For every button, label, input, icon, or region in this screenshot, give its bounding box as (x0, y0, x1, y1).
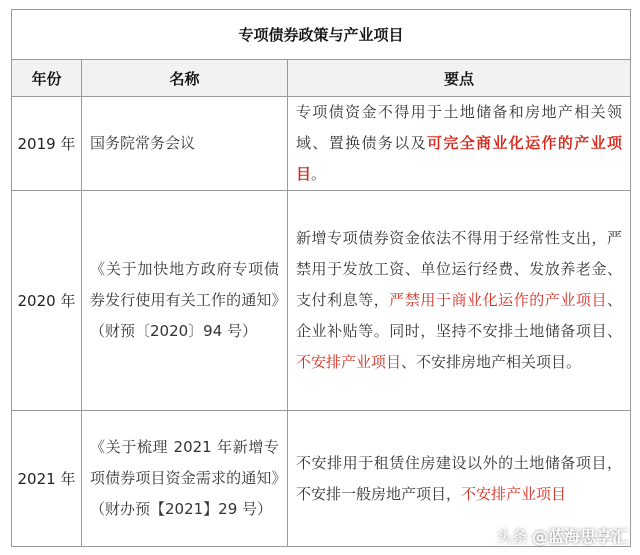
header-name: 名称 (82, 60, 288, 97)
name-cell: 《关于加快地方政府专项债券发行使用有关工作的通知》（财预〔2020〕94 号） (82, 191, 288, 411)
points-text: 新增专项债券资金依法不得用于经常性支出，严禁用于发放工资、单位运行经费、发放养老金、支付利息等， (296, 229, 623, 309)
year-cell: 2019 年 (12, 97, 82, 191)
points-cell (288, 191, 631, 411)
points-text: 。 (311, 165, 327, 183)
title-row (12, 10, 631, 60)
points-cell (288, 97, 631, 191)
source-watermark (496, 524, 628, 547)
name-cell: 国务院常务会议 (82, 97, 288, 191)
policy-table (11, 9, 631, 547)
highlight-text: 不安排产业项目 (296, 353, 402, 371)
header-points: 要点 (288, 60, 631, 97)
points-text: 不安排用于租赁住房建设以外的土地储备项目，不安排一般房地产项目， (296, 453, 623, 503)
highlight-text: 严禁用于商业化运作的产业项目 (389, 291, 607, 309)
table-row (12, 191, 631, 411)
points-text: 专项债资金不得用于土地储备和房地产相关领域、置换债务以及 (296, 103, 623, 152)
table-row (12, 97, 631, 191)
name-cell: 《关于梳理 2021 年新增专项债券项目资金需求的通知》（财办预【2021】29 号） (82, 411, 288, 547)
header-row (12, 60, 631, 97)
year-cell: 2021 年 (12, 411, 82, 547)
header-year: 年份 (12, 60, 82, 97)
highlight-text: 不安排产业项目 (461, 484, 567, 503)
points-text: 、企业补贴等。同时，坚持不安排土地储备项目、 (296, 291, 623, 340)
watermark-handle: @蓝海思享汇 (531, 527, 628, 546)
year-cell: 2020 年 (12, 191, 82, 411)
highlight-text: 可完全商业化运作的产业项目 (296, 134, 623, 183)
watermark-prefix: 头条 (495, 527, 528, 546)
table-title: 专项债券政策与产业项目 (12, 10, 631, 60)
points-text: 、不安排房地产相关项目。 (401, 353, 582, 371)
